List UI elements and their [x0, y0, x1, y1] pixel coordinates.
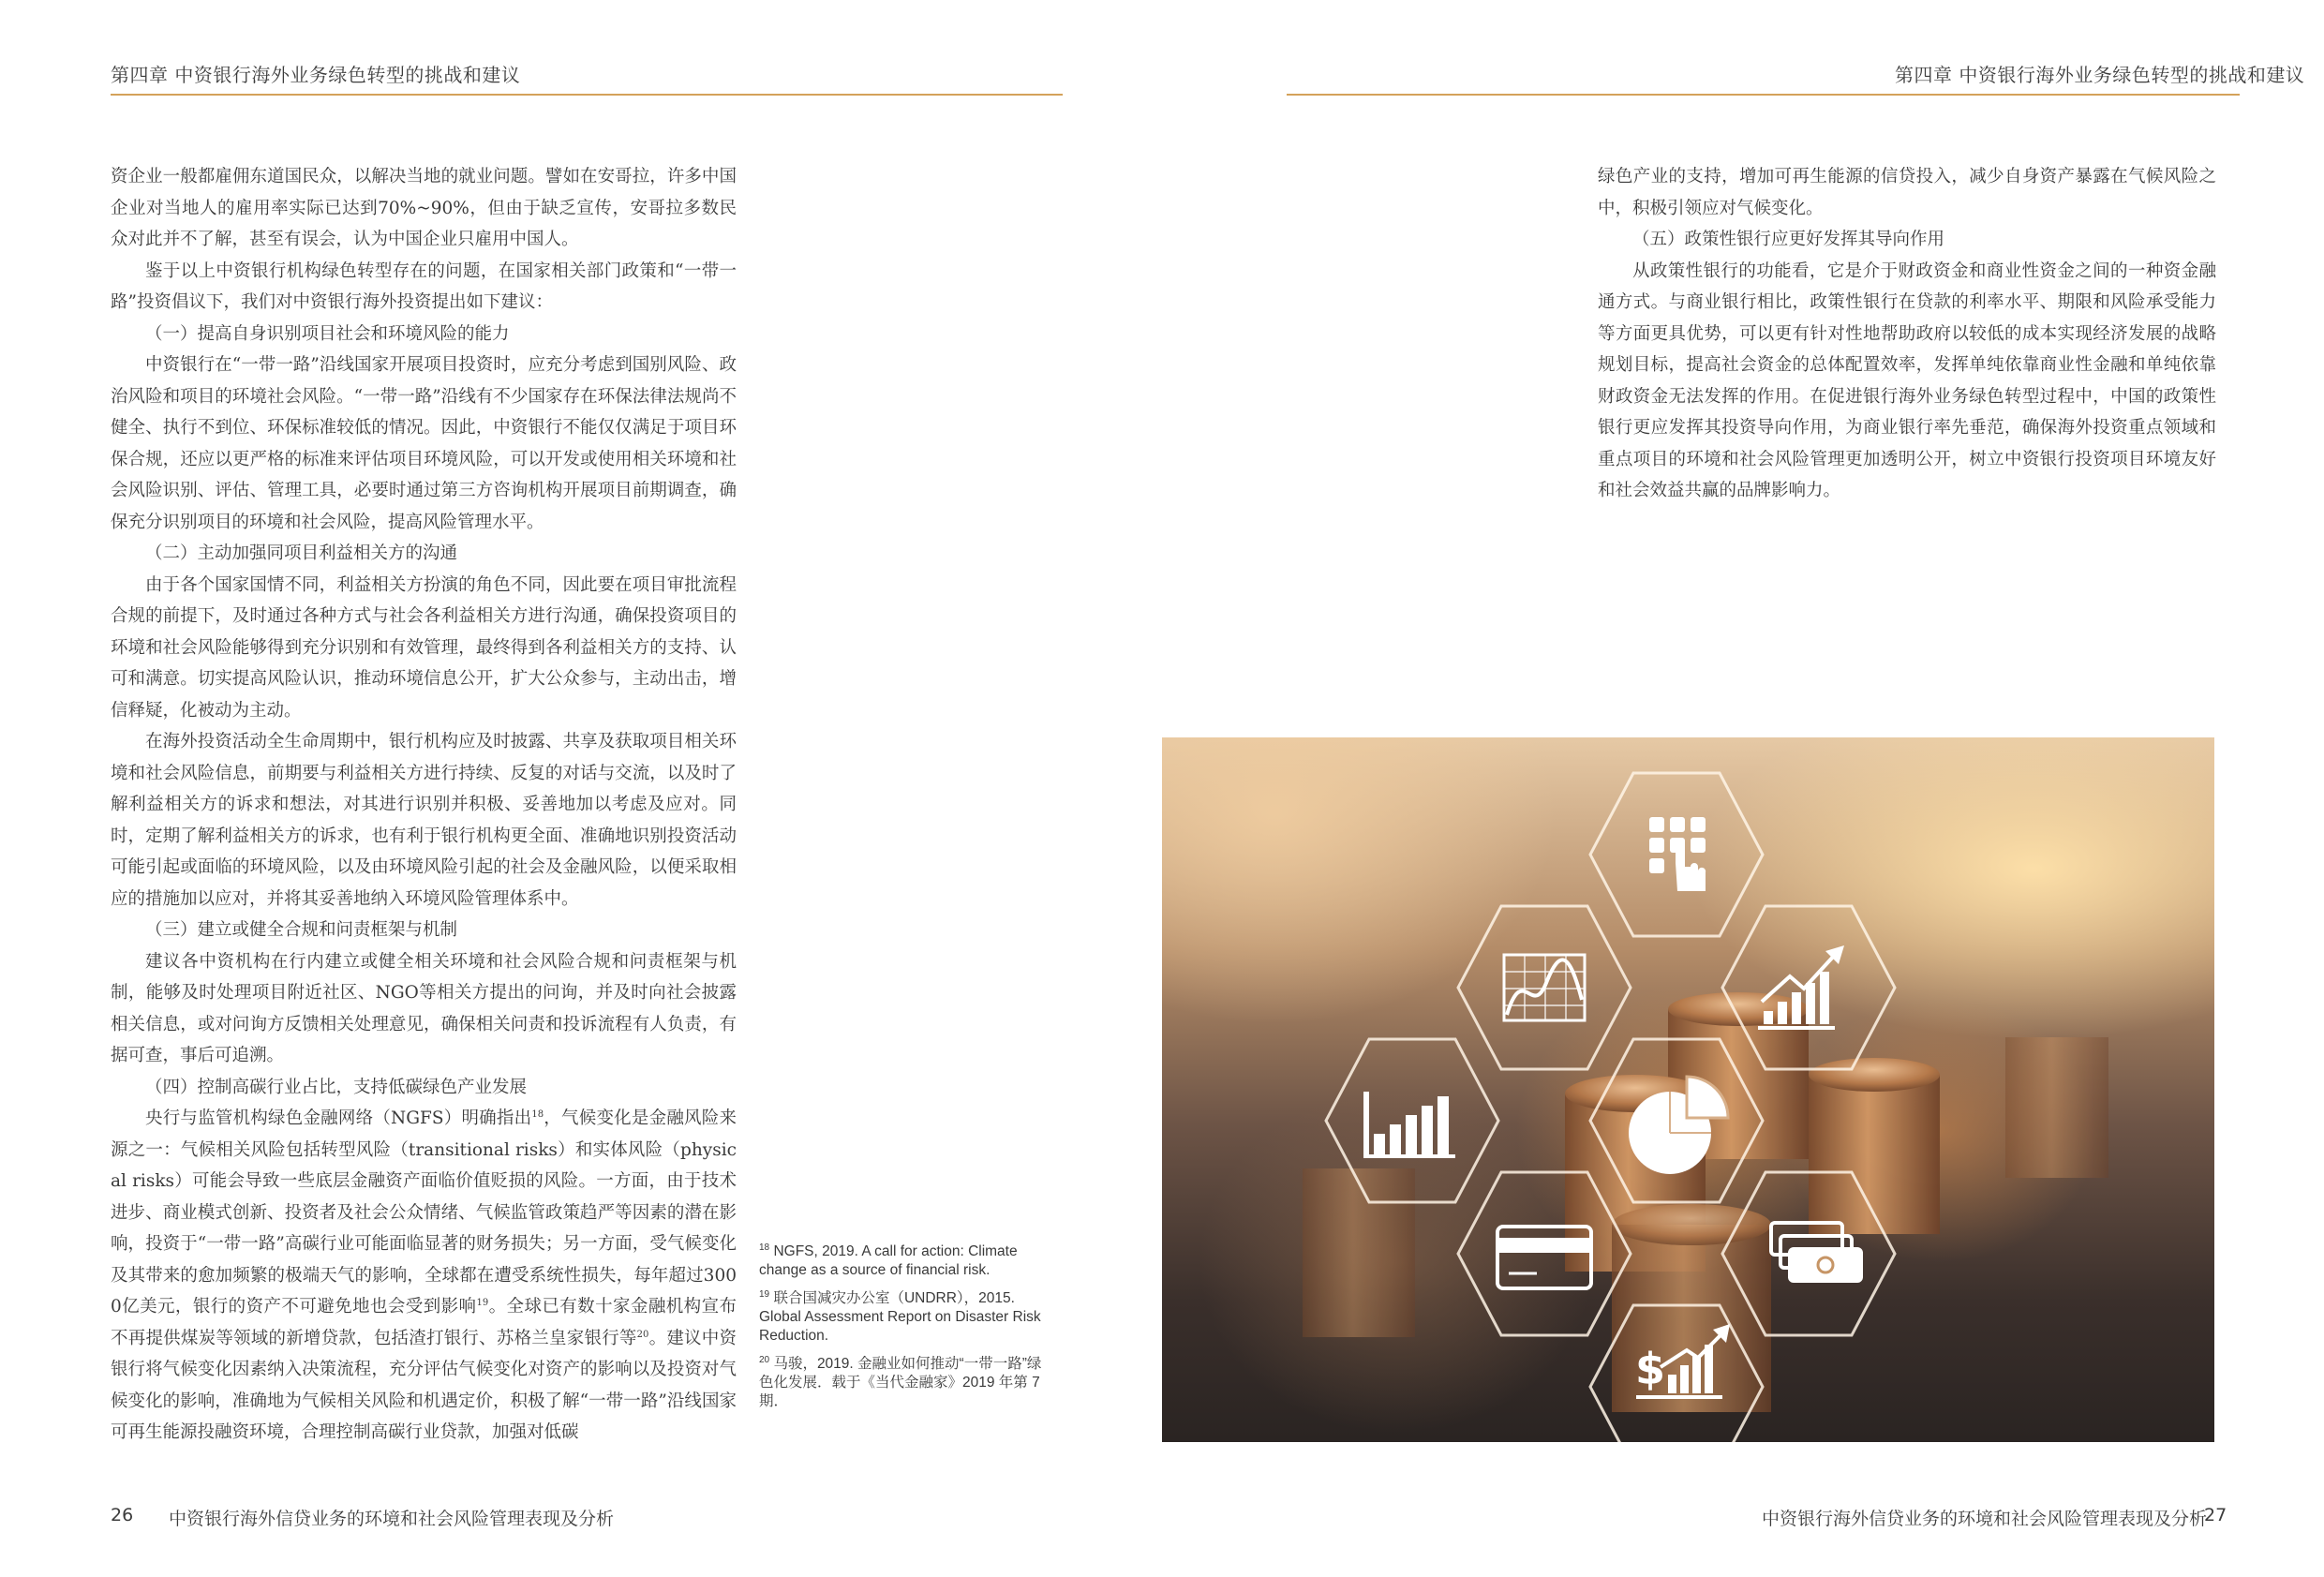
paragraph: 中资银行在“一带一路”沿线国家开展项目投资时，应充分考虑到国别风险、政治风险和项目的环境社会风险。“一带一路”沿线有不少国家存在环保法律法规尚不健全、执行不到位、环保标准较低的情况。因此，中资银行不能仅仅满足于项目环保合规，还应以更严格的标准来评估项目环境风险，可以开发或使用相关环境和社会风险识别、评估、管理工具，必要时通过第三方咨询机构开展项目前期调查，确保充分识别项目的环境和社会风险，提高风险管理水平。: [111, 355, 737, 532]
footnote-ref[interactable]: 20: [636, 1329, 649, 1340]
header-rule-left: [111, 94, 1063, 96]
section-heading: （五）政策性银行应更好发挥其导向作用: [1632, 230, 1945, 249]
section-heading: （二）主动加强同项目利益相关方的沟通: [145, 543, 458, 563]
header-rule-right: [1287, 94, 2240, 96]
paragraph: 资企业一般都雇佣东道国民众，以解决当地的就业问题。譬如在安哥拉，许多中国企业对当地人的雇用率实际已达到70%~90%，但由于缺乏宣传，安哥拉多数民众对此并不了解，甚至有误会，认为中国企业只雇用中国人。: [111, 167, 737, 249]
paragraph: 由于各个国家国情不同，利益相关方扮演的角色不同，因此要在项目审批流程合规的前提下，及时通过各种方式与社会各利益相关方进行沟通，确保投资项目的环境和社会风险能够得到充分识别和有效管理，最终得到各利益相关方的支持、认可和满意。切实提高风险认识，推动环境信息公开，扩大公众参与，主动出击，增信释疑，化被动为主动。: [111, 574, 737, 721]
right-body-column: [1598, 161, 2216, 507]
footnotes: [759, 1242, 1051, 1421]
footnote-ref[interactable]: 19: [476, 1297, 489, 1308]
footnote: $^{19}$ 联合国减灾办公室（UNDRR），2015. Global Assessment Report on Disaster Risk Reduction.: [759, 1288, 1041, 1344]
footnote-ref[interactable]: 18: [531, 1108, 544, 1120]
section-heading: （四）控制高碳行业占比，支持低碳绿色产业发展: [145, 1077, 528, 1097]
running-header-left: 第四章 中资银行海外业务绿色转型的挑战和建议: [111, 64, 521, 86]
hand-tap-grid-icon: [1649, 817, 1706, 891]
footer-title-left: 中资银行海外信贷业务的环境和社会风险管理表现及分析: [169, 1509, 615, 1529]
paragraph: 建议各中资机构在行内建立或健全相关环境和社会风险合规和问责框架与机制，能够及时处理项目附近社区、NGO等相关方提出的问询，并及时向社会披露相关信息，或对问询方反馈相关处理意见，确保相关问责和投诉流程有人负责，有据可查，事后可追溯。: [111, 951, 737, 1065]
svg-text:$: $: [1635, 1344, 1666, 1394]
footnote: $^{20}$ 马骏，2019. 金融业如何推动“一带一路”绿色化发展．载于《当代金融家》2019 年第 7 期．: [759, 1354, 1042, 1409]
section-heading: （一）提高自身识别项目社会和环境风险的能力: [145, 323, 510, 344]
paragraph-ngfs: 央行与监管机构绿色金融网络（NGFS）明确指出$^{18}$，气候变化是金融风险来源之一：气候相关风险包括转型风险（transitional risks）和实体风险（physical risks）可能会导致一些底层金融资产面临价值贬损的风险。一方面，由于技术进步、商业模式创新、投资者及社会公众情绪、气候监管政策趋严等因素的潜在影响，投资于“一带一路”高碳行业可能面临显著的财务损失；另一方面，受气候变化及其带来的愈加频繁的极端天气的影响，全球都在遭受系统性损失，每年超过3000亿美元，银行的资产不可避免地也会受到影响$^{19}$。全球已有数十家金融机构宣布不再提供煤炭等领域的新增贷款，包括渣打银行、苏格兰皇家银行等$^{20}$。建议中资银行将气候变化因素纳入决策流程，充分评估气候变化对资产的影响以及投资对气候变化的影响，准确地为气候相关风险和机遇定价，积极了解“一带一路”沿线国家可再生能源投融资环境，合理控制高碳行业贷款，加强对低碳: [111, 1108, 737, 1442]
section-heading: （三）建立或健全合规和问责框架与机制: [145, 920, 458, 940]
growth-chart-icon: [1758, 945, 1844, 1030]
page-number-right: 27: [2204, 1505, 2227, 1525]
paragraph: 从政策性银行的功能看，它是介于财政资金和商业性资金之间的一种资金融通方式。与商业银行相比，政策性银行在贷款的利率水平、期限和风险承受能力等方面更具优势，可以更有针对性地帮助政府以较低的成本实现经济发展的战略规划目标，提高社会资金的总体配置效率，发挥单纯依靠商业性金融和单纯依靠财政资金无法发挥的作用。在促进银行海外业务绿色转型过程中，中国的政策性银行更应发挥其投资导向作用，为商业银行率先垂范，确保海外投资重点领域和重点项目的环境和社会风险管理更加透明公开，树立中资银行投资项目环境友好和社会效益共赢的品牌影响力。: [1598, 260, 2216, 500]
line-chart-icon: [1504, 955, 1585, 1020]
paragraph: 绿色产业的支持，增加可再生能源的信贷投入，减少自身资产暴露在气候风险之中，积极引领应对气候变化。: [1598, 167, 2216, 218]
page-number-left: 26: [111, 1505, 134, 1525]
footnote: $^{18}$ NGFS, 2019. A call for action: Climate change as a source of financial risk.: [759, 1242, 1018, 1278]
bar-chart-icon: [1363, 1092, 1455, 1158]
fintech-hexagon-photo: [1162, 737, 2214, 1442]
photo-illustration: [1162, 737, 2214, 1442]
paragraph: 在海外投资活动全生命周期中，银行机构应及时披露、共享及获取项目相关环境和社会风险信息，前期要与利益相关方进行持续、反复的对话与交流，以及时了解利益相关方的诉求和想法，对其进行识别并积极、妥善地加以考虑及应对。同时，定期了解利益相关方的诉求，也有利于银行机构更全面、准确地识别投资活动可能引起或面临的环境风险，以及由环境风险引起的社会及金融风险，以便采取相应的措施加以应对，并将其妥善地纳入环境风险管理体系中。: [111, 732, 737, 909]
paragraph: 鉴于以上中资银行机构绿色转型存在的问题，在国家相关部门政策和“一带一路”投资倡议下，我们对中资银行海外投资提出如下建议：: [111, 260, 737, 312]
left-body-column: [111, 161, 737, 1449]
footer-title-right: 中资银行海外信贷业务的环境和社会风险管理表现及分析: [1762, 1509, 2208, 1529]
running-header-right: 第四章 中资银行海外业务绿色转型的挑战和建议: [1895, 64, 2305, 86]
